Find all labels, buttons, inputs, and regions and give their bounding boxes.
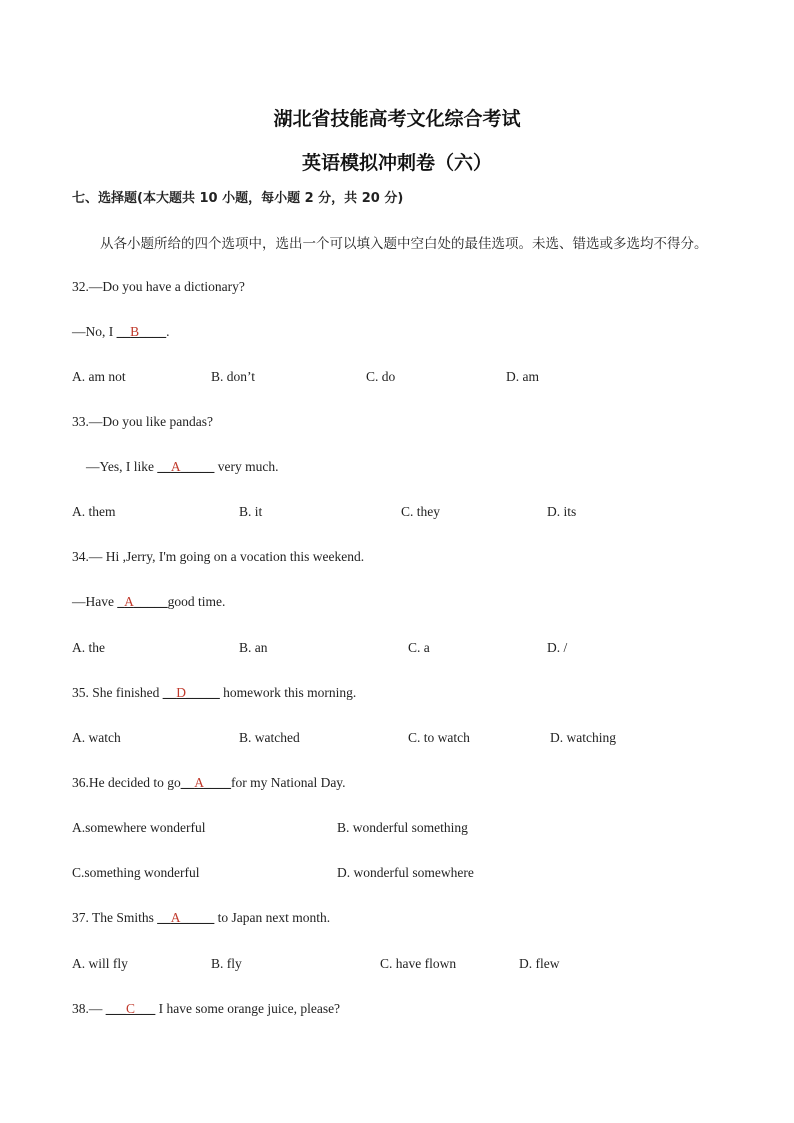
- question-33-answer-line: —Yes, I like __A_____ very much.: [86, 459, 279, 474]
- question-33-prompt: 33.—Do you like pandas?: [72, 414, 213, 429]
- question-35-answer: D: [176, 685, 186, 700]
- question-32-answer-line: —No, I __B____.: [72, 324, 170, 339]
- question-35-prompt: 35. She finished __D_____ homework this morning.: [72, 685, 357, 700]
- question-34-answer: A: [124, 594, 134, 609]
- question-34-prompt: 34.— Hi ,Jerry, I'm going on a vocation this weekend.: [72, 549, 365, 564]
- question-37-answer: A: [170, 910, 181, 925]
- question-38-prompt: 38.— ___C___ I have some orange juice, please?: [72, 1001, 341, 1016]
- section-instruction: 从各小题所给的四个选项中，选出一个可以填入题中空白处的最佳选项。未选、错选或多选均不得分。: [100, 236, 708, 252]
- question-37-option-c: C. have flown: [380, 956, 457, 971]
- question-37-prompt: 37. The Smiths __A_____ to Japan next month.: [72, 910, 331, 925]
- question-34-option-b: B. an: [239, 640, 268, 655]
- exam-title: 湖北省技能高考文化综合考试: [273, 108, 521, 130]
- question-34-option-a: A. the: [72, 640, 105, 655]
- question-32-answer: B: [130, 324, 140, 339]
- question-33-answer: A: [170, 459, 181, 474]
- question-32-option-c: C. do: [366, 369, 396, 384]
- question-36-answer: A: [194, 775, 204, 790]
- question-33-option-a: A. them: [72, 504, 116, 519]
- question-35-option-c: C. to watch: [408, 730, 470, 745]
- question-36-option-a: A.somewhere wonderful: [72, 820, 206, 835]
- question-34-option-c: C. a: [408, 640, 430, 655]
- question-35-option-a: A. watch: [72, 730, 121, 745]
- question-32-prompt: 32.—Do you have a dictionary?: [72, 279, 245, 294]
- question-34-option-d: D. /: [547, 640, 568, 655]
- question-34-answer-line: —Have _A_____good time.: [72, 594, 226, 609]
- question-36-option-d: D. wonderful somewhere: [337, 865, 474, 880]
- question-37-option-a: A. will fly: [72, 956, 128, 971]
- question-36-option-b: B. wonderful something: [337, 820, 468, 835]
- question-37-option-d: D. flew: [519, 956, 560, 971]
- question-32-option-b: B. don’t: [211, 369, 256, 384]
- question-36-option-c: C.something wonderful: [72, 865, 200, 880]
- question-33-option-d: D. its: [547, 504, 577, 519]
- question-33-option-b: B. it: [239, 504, 263, 519]
- question-38-answer: C: [126, 1001, 136, 1016]
- question-37-option-b: B. fly: [211, 956, 242, 971]
- question-36-prompt: 36.He decided to go__A____for my National Day.: [72, 775, 346, 790]
- question-32-option-a: A. am not: [72, 369, 126, 384]
- question-35-option-b: B. watched: [239, 730, 300, 745]
- question-32-option-d: D. am: [506, 369, 539, 384]
- exam-subtitle: 英语模拟冲刺卷（六）: [301, 152, 492, 174]
- question-33-option-c: C. they: [401, 504, 440, 519]
- section-heading: 七、选择题(本大题共 10 小题，每小题 2 分，共 20 分): [72, 191, 404, 206]
- question-35-option-d: D. watching: [550, 730, 616, 745]
